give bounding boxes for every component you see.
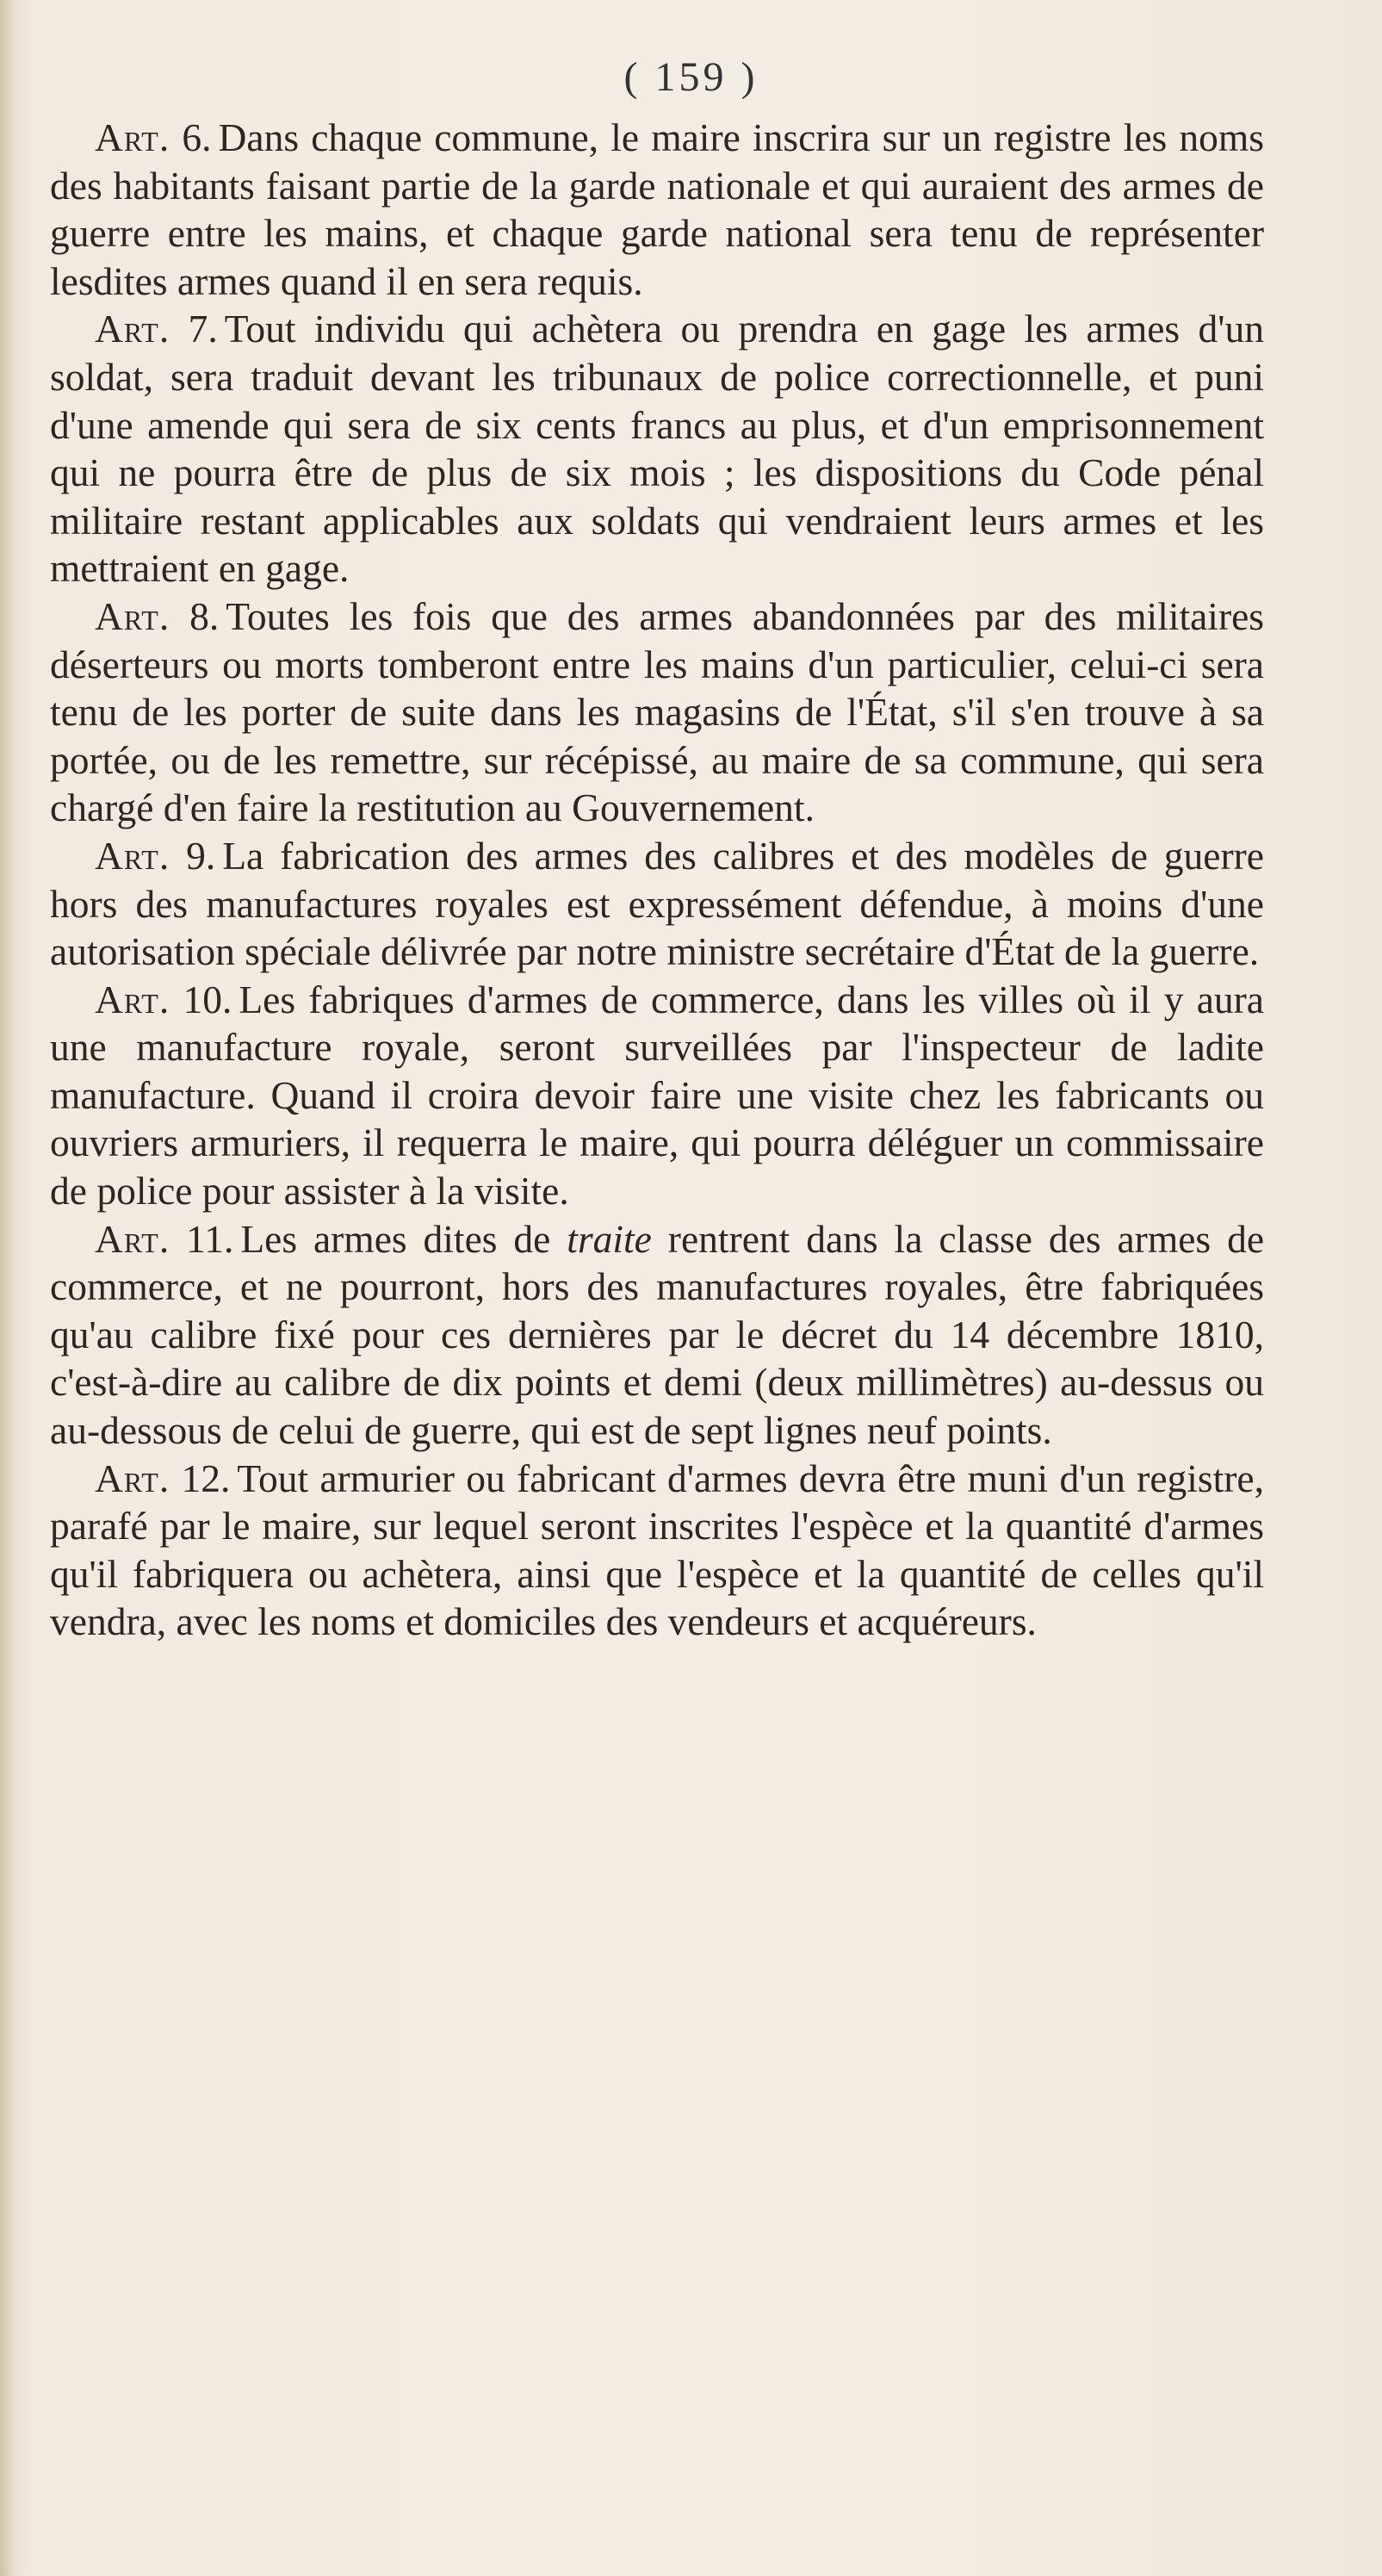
binding-shadow xyxy=(0,0,15,2576)
article-9 xyxy=(50,832,1264,976)
article-number: 10. xyxy=(183,977,232,1021)
article-label: Art. xyxy=(95,115,170,159)
article-8 xyxy=(50,593,1264,832)
article-text-italic: traite xyxy=(567,1216,652,1261)
article-10 xyxy=(50,976,1264,1215)
article-label: Art. xyxy=(95,977,170,1021)
article-text-end: rentrent dans la classe des armes de commerce, et ne pourront, hors des manufactures royales, être fabriquées qu'au calibre fixé pour ces dernières par le décret du 14 décembre 1810, c'est-à-dire au calibre de dix points et demi (deux millimètres) au-dessus ou au-dessous de celui de guerre, qui est de sept lignes neuf points. xyxy=(50,1216,1265,1453)
page-number: ( 159 ) xyxy=(623,54,759,100)
article-7 xyxy=(50,305,1264,593)
article-number: 12. xyxy=(181,1456,231,1500)
text-block xyxy=(50,114,1264,1646)
article-text: Tout individu qui achètera ou prendra en gage les armes d'un soldat, sera traduit devant les tribunaux de police correctionnelle, et puni d'une amende qui sera de six cents francs au plus, et d'un emprisonnement qui ne pourra être de plus de six mois ; les dispositions du Code pénal militaire restant applicables aux soldats qui vendraient leurs armes et les mettraient en gage. xyxy=(50,307,1265,591)
article-number: 6. xyxy=(182,115,212,159)
article-number: 11. xyxy=(186,1216,234,1261)
article-text-start: Les armes dites de xyxy=(240,1216,567,1261)
article-label: Art. xyxy=(95,593,170,638)
article-label: Art. xyxy=(95,1456,170,1500)
article-number: 7. xyxy=(188,307,218,351)
article-11 xyxy=(50,1215,1264,1455)
article-label: Art. xyxy=(95,833,170,878)
article-12 xyxy=(50,1455,1264,1646)
article-text: Tout armurier ou fabricant d'armes devra être muni d'un registre, parafé par le maire, sur lequel seront inscrites l'espèce et la quantité d'armes qu'il fabriquera ou achètera, ainsi que l'espèce et la quantité de celles qu'il vendra, avec les noms et domiciles des vendeurs et acquéreurs. xyxy=(50,1456,1264,1644)
article-6 xyxy=(50,114,1264,305)
article-label: Art. xyxy=(95,307,170,351)
article-text: Dans chaque commune, le maire inscrira sur un registre les noms des habitants faisant partie de la garde nationale et qui auraient des armes de guerre entre les mains, et chaque garde national sera tenu de représenter lesdites armes quand il en sera requis. xyxy=(50,115,1265,303)
article-number: 8. xyxy=(189,593,220,638)
article-label: Art. xyxy=(95,1216,170,1261)
article-text: La fabrication des armes des calibres et des modèles de guerre hors des manufactures royales est expressément défendue, à moins d'une autorisation spéciale délivrée par notre ministre secrétaire d'État de la guerre. xyxy=(50,833,1264,974)
article-text: Toutes les fois que des armes abandonnées par des militaires déserteurs ou morts tomberont entre les mains d'un particulier, celui-ci sera tenu de les porter de suite dans les magasins de l'État, s'il s'en trouve à sa portée, ou de les remettre, sur récépissé, au maire de sa commune, qui sera chargé d'en faire la restitution au Gouvernement. xyxy=(50,593,1265,830)
article-number: 9. xyxy=(186,833,216,878)
article-text: Les fabriques d'armes de commerce, dans les villes où il y aura une manufacture royale, seront surveillées par l'inspecteur de ladite manufacture. Quand il croira devoir faire une visite chez les fabricants ou ouvriers armuriers, il requerra le maire, qui pourra déléguer un commissaire de police pour assister à la visite. xyxy=(50,977,1265,1214)
